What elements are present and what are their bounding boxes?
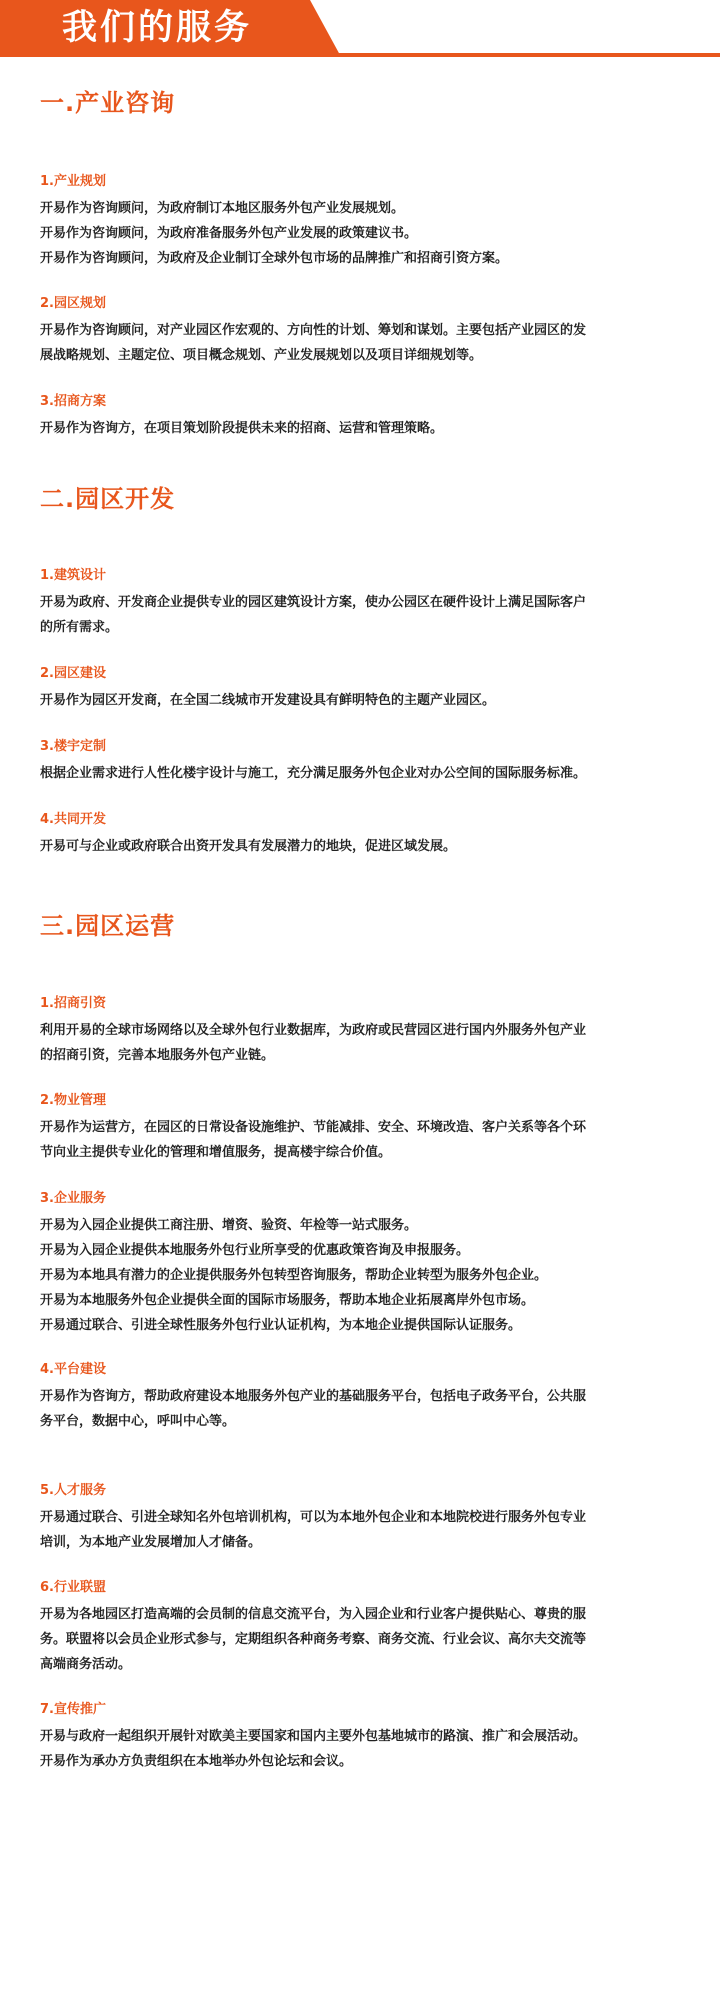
item-title: 3.楼宇定制 bbox=[40, 739, 106, 754]
item-line: 开易通过联合、引进全球性服务外包行业认证机构，为本地企业提供国际认证服务。 bbox=[40, 1318, 522, 1333]
item-title: 4.共同开发 bbox=[40, 812, 106, 827]
item-line: 展战略规划、主题定位、项目概念规划、产业发展规划以及项目详细规划等。 bbox=[40, 348, 483, 363]
section-title-industry-consulting: 一.产业咨询 bbox=[40, 89, 176, 117]
service-item-investment-attraction bbox=[40, 994, 660, 1068]
item-title: 3.企业服务 bbox=[40, 1191, 106, 1206]
item-title: 2.园区规划 bbox=[40, 296, 106, 311]
item-line: 开易作为咨询方，在项目策划阶段提供未来的招商、运营和管理策略。 bbox=[40, 421, 444, 436]
item-line: 开易与政府一起组织开展针对欧美主要国家和国内主要外包基地城市的路演、推广和会展活动。 bbox=[40, 1729, 587, 1744]
item-title: 1.招商引资 bbox=[40, 996, 106, 1011]
item-line: 开易作为咨询顾问，对产业园区作宏观的、方向性的计划、筹划和谋划。主要包括产业园区的发 bbox=[40, 323, 587, 338]
item-title: 2.园区建设 bbox=[40, 666, 106, 681]
section-title-park-operation: 三.园区运营 bbox=[40, 912, 176, 940]
service-item-industry-planning bbox=[40, 172, 660, 271]
service-item-property-management bbox=[40, 1091, 660, 1165]
item-line: 开易可与企业或政府联合出资开发具有发展潜力的地块，促进区域发展。 bbox=[40, 839, 457, 854]
item-line: 开易为入园企业提供本地服务外包行业所享受的优惠政策咨询及申报服务。 bbox=[40, 1243, 470, 1258]
item-line: 开易作为咨询顾问，为政府制订本地区服务外包产业发展规划。 bbox=[40, 201, 405, 216]
item-line: 务。联盟将以会员企业形式参与，定期组织各种商务考察、商务交流、行业会议、高尔夫交流等 bbox=[40, 1632, 587, 1647]
item-line: 培训，为本地产业发展增加人才储备。 bbox=[40, 1535, 262, 1550]
header-divider bbox=[0, 53, 720, 57]
item-line: 的所有需求。 bbox=[40, 620, 119, 635]
item-line: 开易作为咨询方，帮助政府建设本地服务外包产业的基础服务平台，包括电子政务平台，公共服 bbox=[40, 1389, 587, 1404]
item-line: 务平台，数据中心，呼叫中心等。 bbox=[40, 1414, 236, 1429]
item-line: 开易为本地服务外包企业提供全面的国际市场服务，帮助本地企业拓展离岸外包市场。 bbox=[40, 1293, 535, 1308]
service-item-talent-services bbox=[40, 1481, 660, 1555]
item-line: 开易作为承办方负责组织在本地举办外包论坛和会议。 bbox=[40, 1754, 353, 1769]
service-item-joint-development bbox=[40, 810, 660, 859]
section-title-park-development: 二.园区开发 bbox=[40, 485, 176, 513]
item-line: 的招商引资，完善本地服务外包产业链。 bbox=[40, 1048, 275, 1063]
service-item-building-customization bbox=[40, 737, 660, 786]
service-item-park-construction bbox=[40, 664, 660, 713]
item-title: 1.建筑设计 bbox=[40, 568, 106, 583]
service-item-park-planning bbox=[40, 294, 660, 368]
item-line: 开易为入园企业提供工商注册、增资、验资、年检等一站式服务。 bbox=[40, 1218, 418, 1233]
item-line: 开易作为咨询顾问，为政府及企业制订全球外包市场的品牌推广和招商引资方案。 bbox=[40, 251, 509, 266]
item-line: 开易作为运营方，在园区的日常设备设施维护、节能减排、安全、环境改造、客户关系等各个环 bbox=[40, 1120, 587, 1135]
service-item-platform-building bbox=[40, 1360, 660, 1434]
item-line: 节向业主提供专业化的管理和增值服务，提高楼宇综合价值。 bbox=[40, 1145, 392, 1160]
service-item-investment-plan bbox=[40, 392, 660, 441]
item-line: 开易通过联合、引进全球知名外包培训机构，可以为本地外包企业和本地院校进行服务外包专业 bbox=[40, 1510, 587, 1525]
item-line: 根据企业需求进行人性化楼宇设计与施工，充分满足服务外包企业对办公空间的国际服务标准。 bbox=[40, 766, 587, 781]
item-title: 1.产业规划 bbox=[40, 174, 106, 189]
service-item-architecture-design bbox=[40, 566, 660, 640]
item-title: 4.平台建设 bbox=[40, 1362, 106, 1377]
item-line: 利用开易的全球市场网络以及全球外包行业数据库，为政府或民营园区进行国内外服务外包产业 bbox=[40, 1023, 587, 1038]
item-line: 高端商务活动。 bbox=[40, 1657, 132, 1672]
item-line: 开易为各地园区打造高端的会员制的信息交流平台，为入园企业和行业客户提供贴心、尊贵的服 bbox=[40, 1607, 587, 1622]
item-title: 6.行业联盟 bbox=[40, 1580, 106, 1595]
service-item-industry-alliance bbox=[40, 1578, 660, 1677]
page-header bbox=[0, 0, 720, 60]
item-line: 开易作为园区开发商，在全国二线城市开发建设具有鲜明特色的主题产业园区。 bbox=[40, 693, 496, 708]
item-title: 2.物业管理 bbox=[40, 1093, 106, 1108]
item-line: 开易作为咨询顾问，为政府准备服务外包产业发展的政策建议书。 bbox=[40, 226, 418, 241]
item-title: 7.宣传推广 bbox=[40, 1702, 106, 1717]
item-title: 5.人才服务 bbox=[40, 1483, 106, 1498]
item-line: 开易为政府、开发商企业提供专业的园区建筑设计方案，使办公园区在硬件设计上满足国际客户 bbox=[40, 595, 587, 610]
page-title: 我们的服务 bbox=[62, 8, 253, 48]
service-item-enterprise-services bbox=[40, 1189, 660, 1338]
item-line: 开易为本地具有潜力的企业提供服务外包转型咨询服务，帮助企业转型为服务外包企业。 bbox=[40, 1268, 548, 1283]
item-title: 3.招商方案 bbox=[40, 394, 106, 409]
service-item-promotion bbox=[40, 1700, 660, 1774]
